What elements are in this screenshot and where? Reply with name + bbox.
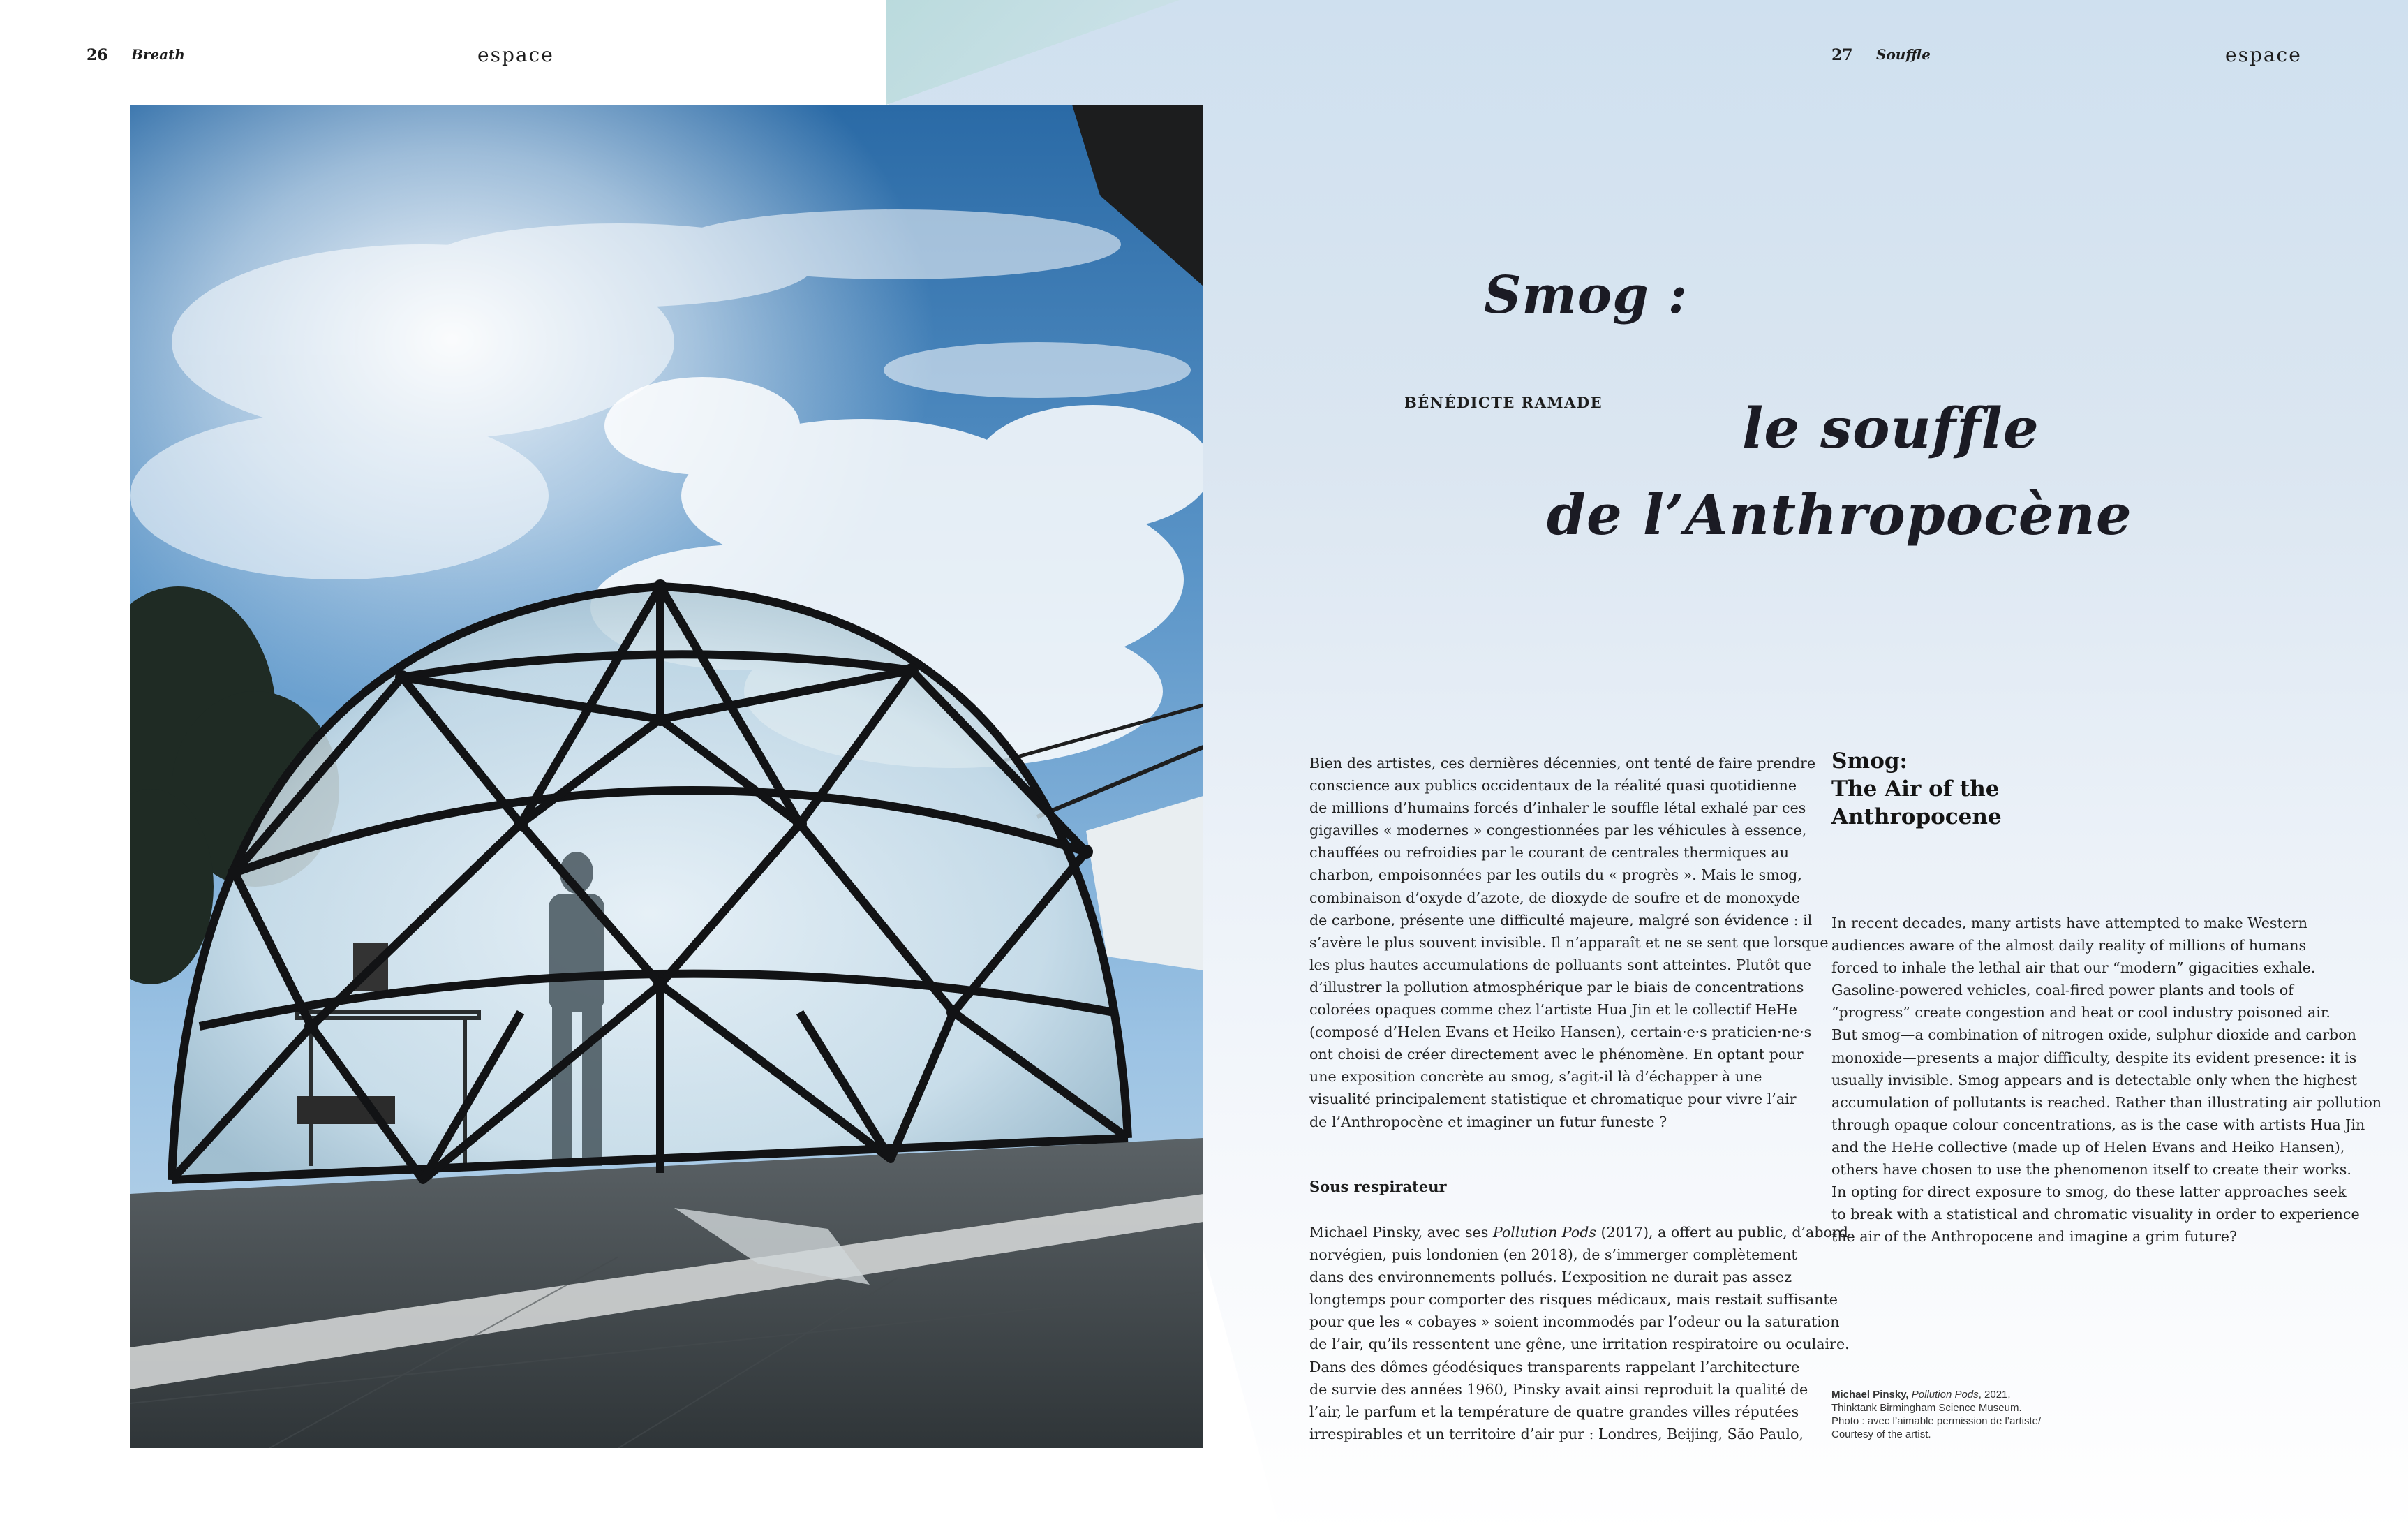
text-line: Dans des dômes géodésiques transparents rappelant l’architecture (1309, 1358, 1800, 1375)
text-line: de l’Anthropocène et imaginer un futur funeste ? (1309, 1113, 1667, 1130)
text-line: But smog—a combination of nitrogen oxide, sulphur dioxide and carbon (1831, 1026, 2356, 1044)
text-line: through opaque colour concentrations, as is the case with artists Hua Jin (1831, 1116, 2365, 1133)
article-title-line-3: de l’Anthropocène (1547, 482, 2132, 547)
text-line: ont choisi de créer directement avec le phénomène. En optant pour (1309, 1046, 1804, 1063)
text-line: “progress” create congestion and heat or cool industry poisoned air. (1831, 1004, 2331, 1021)
text-line: (composé d’Helen Evans et Heiko Hansen), certain·e·s praticien·ne·s (1309, 1024, 1812, 1041)
text-line: forced to inhale the lethal air that our “modern” gigacities exhale. (1831, 959, 2316, 977)
work-title-italic: Pollution Pods (1492, 1224, 1596, 1241)
text-span: (2017), a offert au public, d’abord (1596, 1224, 1848, 1241)
right-magazine-name: espace (2225, 43, 2302, 66)
english-title-line: Smog: (1831, 748, 1908, 774)
text-line: Gasoline-powered vehicles, coal-fired power plants and tools of (1831, 982, 2294, 999)
photo-credit-caption (1831, 1388, 2041, 1441)
left-section-title: Breath (131, 46, 185, 63)
right-page-number: 27 (1831, 46, 1853, 64)
caption-line: Photo : avec l’aimable permission de l’artiste/ (1831, 1415, 2042, 1427)
text-line: accumulation of pollutants is reached. Rather than illustrating air pollution (1831, 1093, 2382, 1111)
text-line: In opting for direct exposure to smog, do these latter approaches seek (1831, 1183, 2347, 1201)
text-line: pour que les « cobayes » soient incommodés par l’odeur ou la saturation (1309, 1313, 1840, 1331)
text-line: usually invisible. Smog appears and is detectable only when the highest (1831, 1071, 2358, 1088)
text-line: visualité principalement statistique et chromatique pour vivre l’air (1309, 1091, 1797, 1108)
text-line: de millions d’humains forcés d’inhaler le souffle létal exhalé par ces (1309, 799, 1806, 817)
left-page-number: 26 (87, 46, 108, 64)
text-line: norvégien, puis londonien (en 2018), de s’immerger complètement (1309, 1246, 1797, 1264)
text-line: chauffées ou refroidies par le courant de centrales thermiques au (1309, 844, 1789, 862)
text-line: longtemps pour comporter des risques médicaux, mais restait suffisante (1309, 1291, 1838, 1308)
text-line: others have chosen to use the phenomenon itself to create their works. (1831, 1161, 2351, 1179)
text-line: Bien des artistes, ces dernières décennies, ont tenté de faire prendre (1309, 755, 1816, 771)
text-line: audiences aware of the almost daily reality of millions of humans (1831, 937, 2307, 954)
caption-line: Courtesy of the artist. (1831, 1428, 1931, 1440)
caption-artist: Michael Pinsky, (1831, 1389, 1909, 1401)
text-span: Michael Pinsky, avec ses (1309, 1224, 1493, 1241)
text-line: and the HeHe collective (made up of Helen Evans and Heiko Hansen), (1831, 1138, 2345, 1155)
article-title-line-1: Smog : (1484, 265, 1688, 325)
text-line: colorées opaques comme chez l’artiste Hua Jin et le collectif HeHe (1309, 1001, 1797, 1019)
left-magazine-name: espace (477, 43, 554, 66)
text-line (1309, 1221, 1848, 1243)
text-line: monoxide—presents a major difficulty, despite its evident presence: it is (1831, 1049, 2357, 1066)
text-line: dans des environnements pollués. L’exposition ne durait pas assez (1309, 1269, 1792, 1286)
french-section-paragraph (1309, 1221, 1850, 1445)
french-intro-paragraph (1309, 752, 1829, 1133)
text-line: irrespirables et un territoire d’air pur : Londres, Beijing, São Paulo, (1309, 1425, 1804, 1442)
english-title-line: The Air of the (1831, 776, 2000, 802)
text-line: In recent decades, many artists have attempted to make Western (1831, 915, 2308, 931)
text-line: de survie des années 1960, Pinsky avait ainsi reproduit la qualité de (1309, 1380, 1808, 1398)
text-line: l’air, le parfum et la température de quatre grandes villes réputées (1309, 1403, 1799, 1420)
english-body-paragraph (1831, 912, 2382, 1248)
english-title-line: Anthropocene (1831, 804, 2002, 829)
text-line: the air of the Anthropocene and imagine a grim future? (1831, 1228, 2238, 1246)
text-line: gigavilles « modernes » congestionnées par les véhicules à essence, (1309, 822, 1807, 839)
caption-year: , 2021, (1978, 1389, 2011, 1401)
english-title (1831, 747, 2002, 831)
text-line: d’illustrer la pollution atmosphérique par le biais de concentrations (1309, 978, 1804, 996)
text-line: les plus hautes accumulations de polluants sont atteintes. Plutôt que (1309, 956, 1812, 973)
text-line: to break with a statistical and chromatic visuality in order to experience (1831, 1206, 2360, 1223)
french-subheading: Sous respirateur (1309, 1178, 1447, 1195)
text-line: conscience aux publics occidentaux de la réalité quasi quotidienne (1309, 777, 1797, 795)
author-byline: BÉNÉDICTE RAMADE (1404, 394, 1603, 411)
text-line: charbon, empoisonnées par les outils du « progrès ». Mais le smog, (1309, 866, 1802, 884)
text-line: de l’air, qu’ils ressentent une gêne, une irritation respiratoire ou oculaire. (1309, 1336, 1850, 1353)
right-section-title: Souffle (1876, 46, 1931, 63)
caption-work: Pollution Pods (1911, 1389, 1979, 1401)
text-line: s’avère le plus souvent invisible. Il n’apparaît et ne se sent que lorsque (1309, 933, 1829, 951)
text-line: de carbone, présente une difficulté majeure, malgré son évidence : il (1309, 911, 1813, 929)
caption-line: Thinktank Birmingham Science Museum. (1831, 1402, 2022, 1414)
caption-line (1831, 1388, 2041, 1401)
text-line: combinaison d’oxyde d’azote, de dioxyde de soufre et de monoxyde (1309, 889, 1800, 906)
text-line: une exposition concrète au smog, s’agit-il là d’échapper à une (1309, 1068, 1762, 1086)
article-title-line-2: le souffle (1742, 395, 2039, 461)
geodesic-dome-photo (130, 105, 1203, 1448)
